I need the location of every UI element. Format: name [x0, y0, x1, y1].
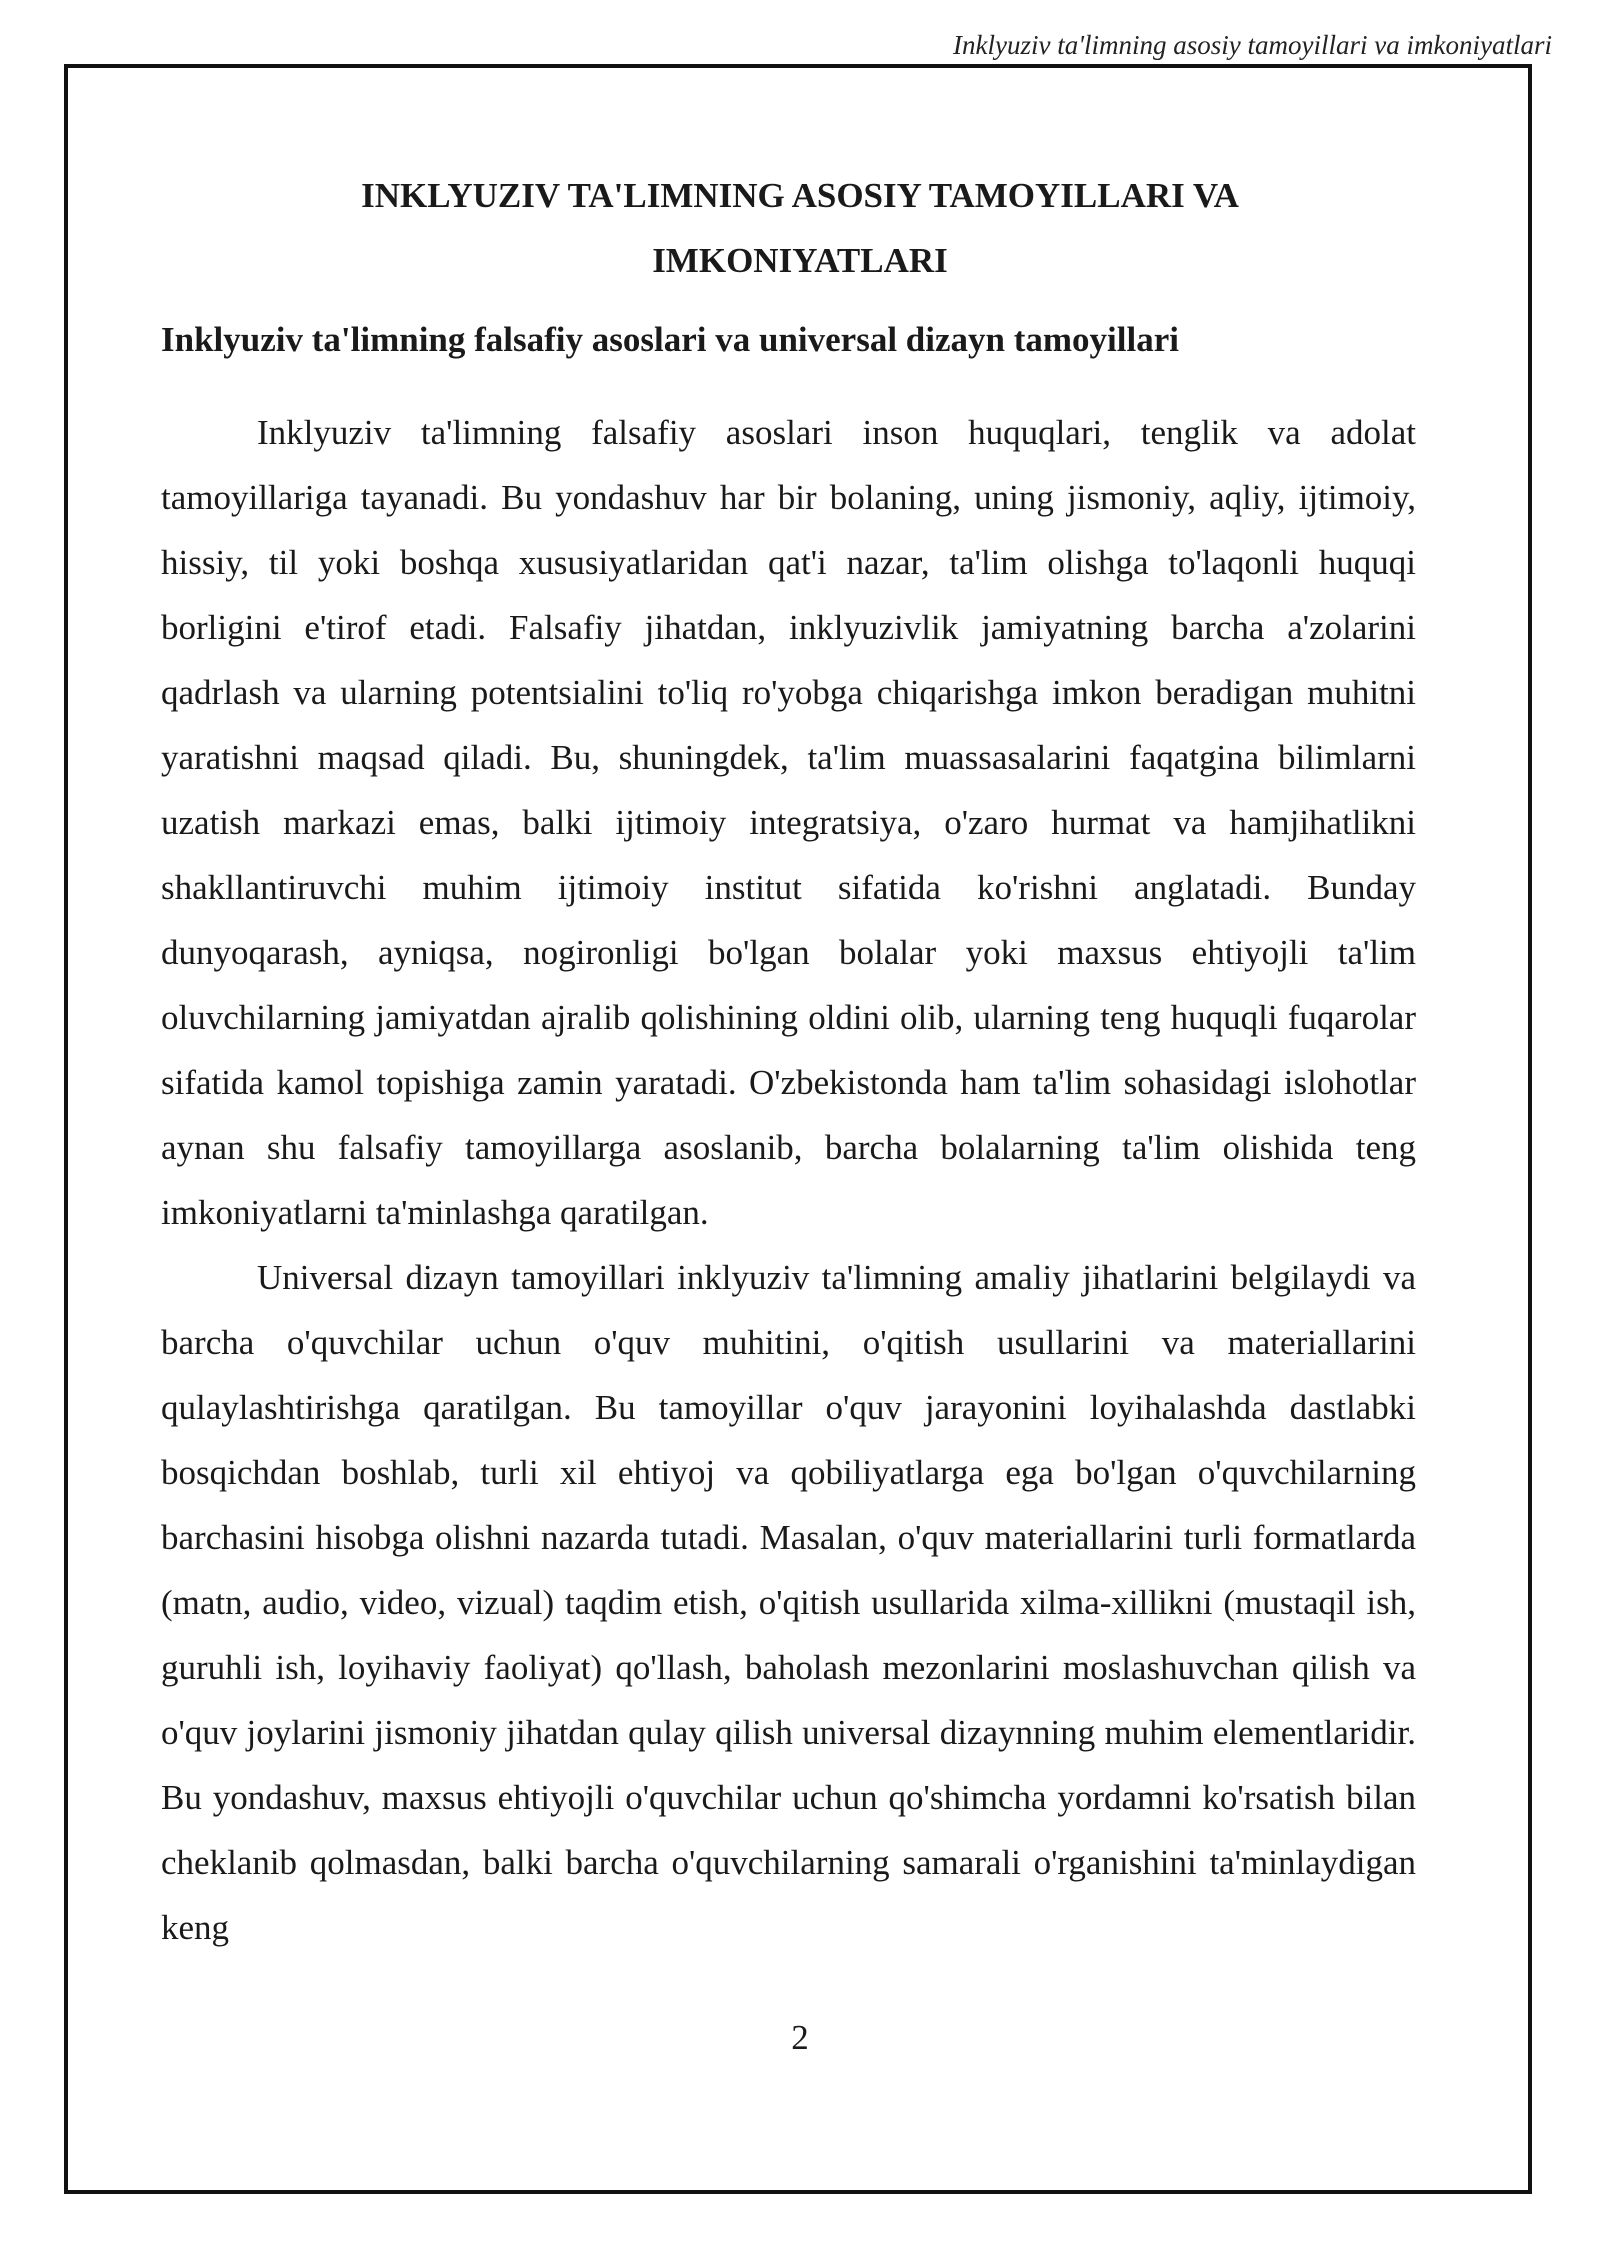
page-number: 2 [791, 2018, 809, 2057]
document-title [0, 163, 1600, 293]
section-heading: Inklyuziv ta'limning falsafiy asoslari va universal dizayn tamoyillari [161, 320, 1179, 359]
running-header-text: Inklyuziv ta'limning asosiy tamoyillari va imkoniyatlari [953, 30, 1552, 60]
running-header [953, 30, 1552, 61]
body-text [161, 400, 1416, 1960]
paragraph-2: Universal dizayn tamoyillari inklyuziv ta'limning amaliy jihatlarini belgilaydi va barcha o'quvchilar uchun o'quv muhitini, o'qitish usullarini va materiallarini qulaylashtirishga qaratilgan. Bu tamoyillar o'quv jarayonini loyihalashda dastlabki bosqichdan boshlab, turli xil ehtiyoj va qobiliyatlarga ega bo'lgan o'quvchilarning barchasini hisobga olishni nazarda tutadi. Masalan, o'quv materiallarini turli formatlarda (matn, audio, video, vizual) taqdim etish, o'qitish usullarida xilma-xillikni (mustaqil ish, guruhli ish, loyihaviy faoliyat) qo'llash, baholash mezonlarini moslashuvchan qilish va o'quv joylarini jismoniy jihatdan qulay qilish universal dizaynning muhim elementlaridir. Bu yondashuv, maxsus ehtiyojli o'quvchilar uchun qo'shimcha yordamni ko'rsatish bilan cheklanib qolmasdan, balki barcha o'quvchilarning samarali o'rganishini ta'minlaydigan keng [161, 1258, 1416, 1947]
paragraph-1: Inklyuziv ta'limning falsafiy asoslari inson huquqlari, tenglik va adolat tamoyillariga tayanadi. Bu yondashuv har bir bolaning, uning jismoniy, aqliy, ijtimoiy, hissiy, til yoki boshqa xususiyatlaridan qat'i nazar, ta'lim olishga to'laqonli huquqi borligini e'tirof etadi. Falsafiy jihatdan, inklyuzivlik jamiyatning barcha a'zolarini qadrlash va ularning potentsialini to'liq ro'yobga chiqarishga imkon beradigan muhitni yaratishni maqsad qiladi. Bu, shuningdek, ta'lim muassasalarini faqatgina bilimlarni uzatish markazi emas, balki ijtimoiy integratsiya, o'zaro hurmat va hamjihatlikni shakllantiruvchi muhim ijtimoiy institut sifatida ko'rishni anglatadi. Bunday dunyoqarash, ayniqsa, nogironligi bo'lgan bolalar yoki maxsus ehtiyojli ta'lim oluvchilarning jamiyatdan ajralib qolishining oldini olib, ularning teng huquqli fuqarolar sifatida kamol topishiga zamin yaratadi. O'zbekistonda ham ta'lim sohasidagi islohotlar aynan shu falsafiy tamoyillarga asoslanib, barcha bolalarning ta'lim olishida teng imkoniyatlarni ta'minlashga qaratilgan. [161, 413, 1416, 1232]
document-title-line-2: IMKONIYATLARI [652, 241, 948, 281]
document-title-line-1: INKLYUZIV TA'LIMNING ASOSIY TAMOYILLARI VA [361, 176, 1239, 216]
